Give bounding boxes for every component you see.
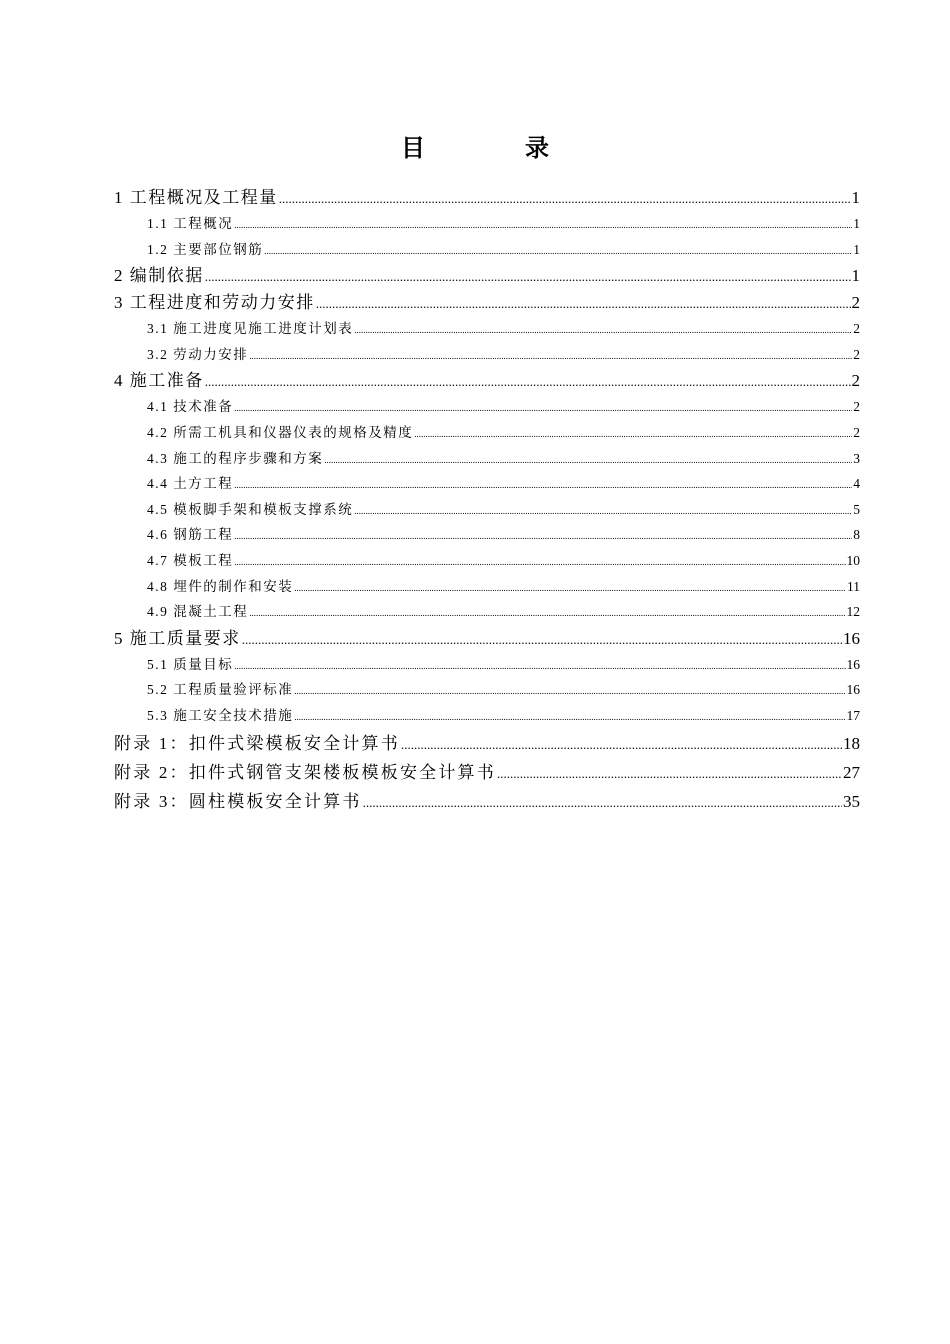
toc-entry[interactable] [114,342,860,368]
toc-leader-dots [234,213,852,239]
toc-entry-label: 4.1 技术准备 [147,399,234,415]
toc-entry[interactable] [114,211,860,237]
toc-entry-label: 5.1 质量目标 [147,656,234,672]
toc-entry[interactable] [114,289,860,316]
toc-entry[interactable] [114,652,860,678]
toc-entry-label: 2 编制依据 [114,266,204,286]
toc-entry-label: 1.1 工程概况 [147,216,234,231]
toc-leader-dots [279,185,851,212]
toc-page-number: 10 [846,552,860,568]
toc-entry[interactable] [114,522,860,548]
toc-leader-dots [205,368,851,395]
toc-entry-label: 4.4 土方工程 [147,476,234,492]
table-of-contents [114,184,860,816]
toc-entry-label: 4.6 钢筋工程 [147,527,234,543]
toc-leader-dots [294,576,846,602]
toc-entry[interactable] [114,237,860,263]
toc-entry[interactable] [114,574,860,600]
toc-page-number: 5 [853,501,860,517]
toc-entry[interactable] [114,787,860,816]
toc-leader-dots [242,626,842,653]
toc-entry[interactable] [114,394,860,420]
toc-page-number: 2 [851,371,860,391]
toc-leader-dots [363,788,842,817]
toc-entry-label: 附录 3：圆柱模板安全计算书 [114,792,362,812]
toc-entry-label: 4.5 模板脚手架和模板支撑系统 [147,501,354,517]
toc-page-number: 1 [853,241,860,257]
toc-leader-dots [414,422,852,448]
toc-leader-dots [234,396,852,422]
toc-entry-label: 4.3 施工的程序步骤和方案 [147,450,324,466]
toc-entry-label: 5.3 施工安全技术措施 [147,707,294,723]
toc-leader-dots [401,730,842,759]
toc-leader-dots [354,318,852,344]
toc-leader-dots [294,679,845,705]
toc-page-number: 3 [853,450,860,466]
toc-entry-label: 4.2 所需工机具和仪器仪表的规格及精度 [147,424,414,440]
toc-leader-dots [234,524,852,550]
toc-page-number: 2 [851,293,860,313]
toc-entry[interactable] [114,497,860,523]
toc-page-number: 2 [853,321,860,337]
toc-leader-dots [354,499,852,525]
toc-entry-label: 5 施工质量要求 [114,628,241,648]
toc-title: 目 录 [401,134,587,162]
toc-page-number: 1 [851,266,860,286]
toc-leader-dots [249,601,845,627]
toc-page-number: 16 [846,682,860,698]
toc-page-number: 1 [851,188,860,207]
toc-leader-dots [205,263,851,290]
toc-entry[interactable] [114,758,860,787]
toc-entry-label: 附录 1：扣件式梁模板安全计算书 [114,733,400,753]
toc-leader-dots [234,473,852,499]
toc-entry-label: 3.2 劳动力安排 [147,346,249,362]
toc-entry[interactable] [114,703,860,729]
toc-entry[interactable] [114,625,860,652]
toc-entry[interactable] [114,548,860,574]
toc-page-number: 2 [853,346,860,362]
toc-leader-dots [234,654,845,680]
toc-entry-label: 4.8 埋件的制作和安装 [147,578,294,594]
toc-entry-label: 1 工程概况及工程量 [114,188,278,207]
toc-entry-label: 4.9 混凝土工程 [147,604,249,620]
toc-page-number: 18 [843,733,860,753]
toc-page-number: 8 [853,527,860,543]
toc-page-number: 2 [853,399,860,415]
toc-leader-dots [234,550,845,576]
toc-entry[interactable] [114,420,860,446]
toc-leader-dots [249,344,852,370]
toc-entry[interactable] [114,599,860,625]
toc-leader-dots [316,290,851,317]
toc-entry[interactable] [114,729,860,758]
toc-page-number: 1 [853,216,860,231]
toc-entry-label: 3 工程进度和劳动力安排 [114,293,315,313]
toc-leader-dots [264,239,852,265]
toc-page-number: 27 [843,762,860,782]
toc-leader-dots [497,759,842,788]
toc-entry-label: 4.7 模板工程 [147,552,234,568]
toc-page-number: 4 [853,476,860,492]
toc-page-number: 16 [843,628,860,648]
toc-page-number: 12 [846,604,860,620]
toc-entry[interactable] [114,262,860,289]
toc-page-number: 16 [846,656,860,672]
toc-entry[interactable] [114,316,860,342]
toc-page-number: 2 [853,424,860,440]
toc-entry[interactable] [114,677,860,703]
toc-entry[interactable] [114,446,860,472]
toc-leader-dots [324,448,852,474]
toc-entry-label: 4 施工准备 [114,371,204,391]
toc-page-number: 17 [846,707,860,723]
toc-entry[interactable] [114,184,860,211]
toc-entry[interactable] [114,471,860,497]
toc-leader-dots [294,705,845,731]
toc-page-number: 35 [843,792,860,812]
toc-entry-label: 1.2 主要部位钢筋 [147,241,264,257]
toc-entry-label: 附录 2：扣件式钢管支架楼板模板安全计算书 [114,762,496,782]
toc-entry[interactable] [114,367,860,394]
toc-entry-label: 3.1 施工进度见施工进度计划表 [147,321,354,337]
toc-page-number: 11 [847,578,860,594]
toc-entry-label: 5.2 工程质量验评标准 [147,682,294,698]
